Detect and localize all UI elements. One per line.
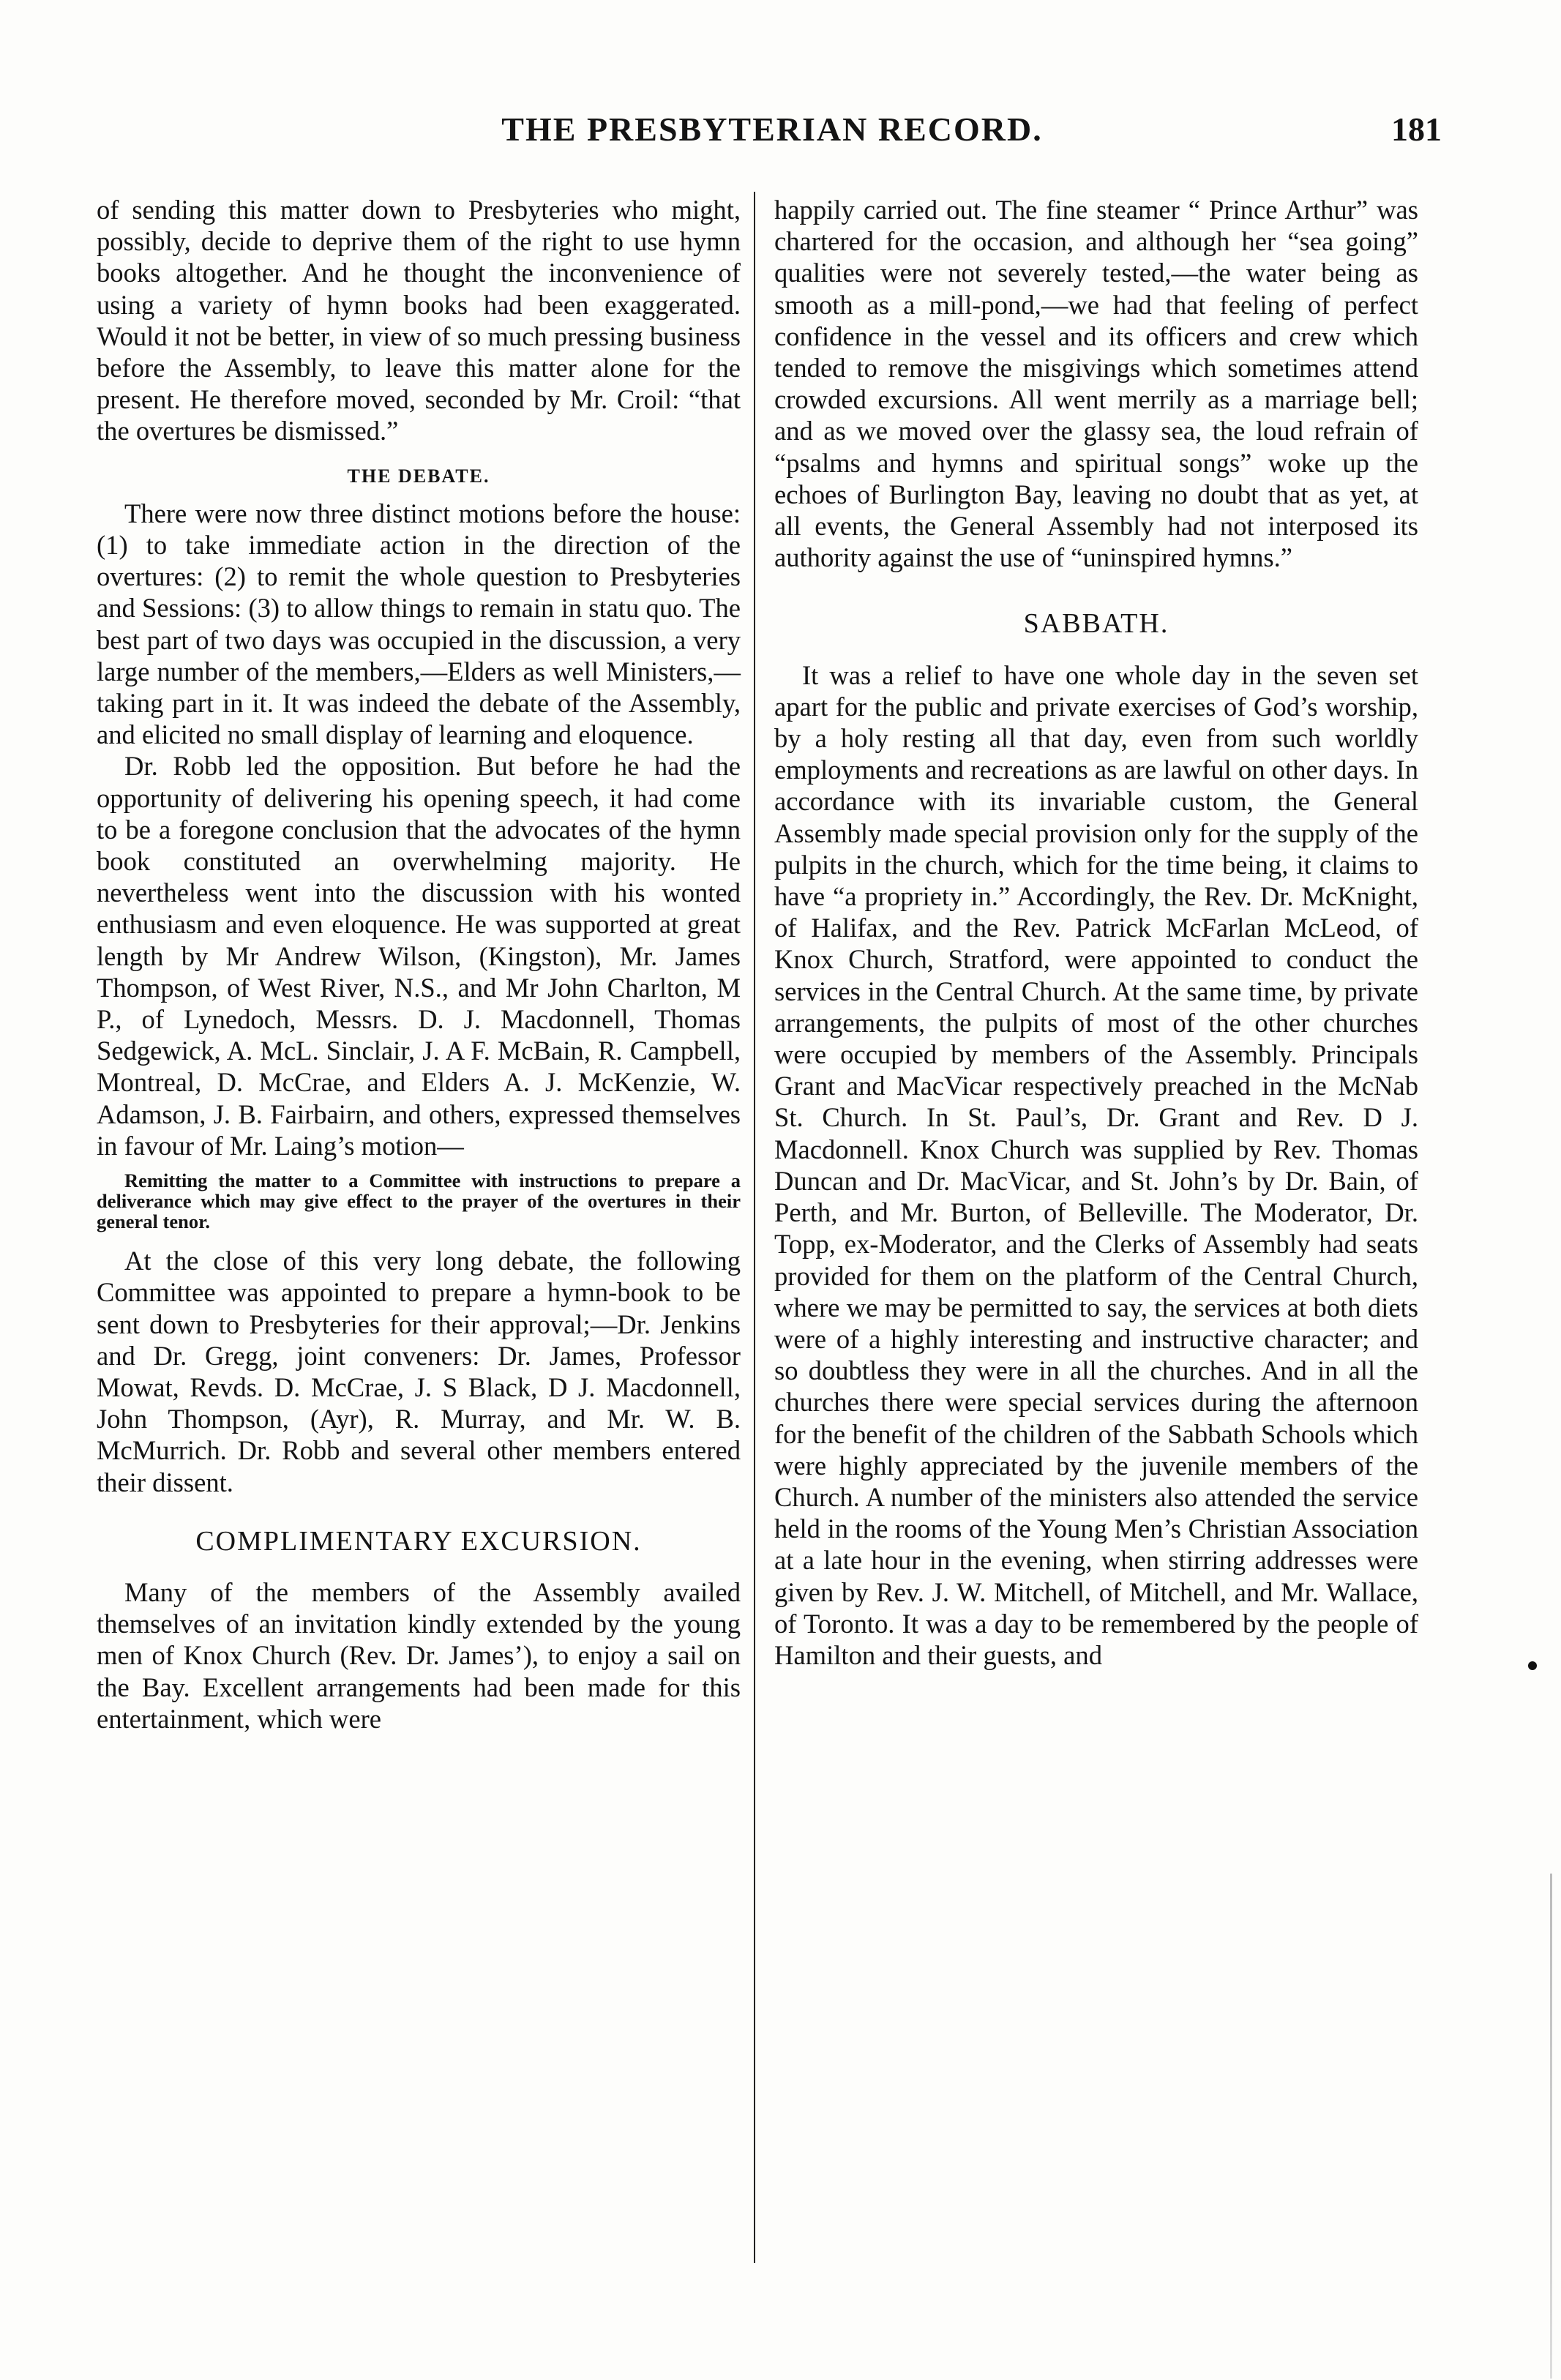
left-paragraph-3: Dr. Robb led the opposition. But before he had the opportunity of delivering his opening speech, it had come to be a foregone conclusion that the advocates of the hymn book constituted an overwhelming majority. He nevertheless went into the discussion with his wonted enthusiasm and even eloquence. He was supported at great length by Mr Andrew Wilson, (Kingston), Mr. James Thompson, of West River, N.S., and Mr John Charlton, M P., of Lynedoch, Messrs. D. J. Macdonnell, Thomas Sedgewick, A. McL. Sinclair, J. A F. McBain, R. Campbell, Montreal, D. McCrae, and Elders A. J. McKenzie, W. Adamson, J. B. Fairbairn, and others, expressed themselves in favour of Mr. Laing’s motion— xyxy=(97,751,741,1161)
right-paragraph-1: happily carried out. The fine steamer “ Prince Arthur” was chartered for the occasion, and although her “sea going” qualities were not severely tested,—the water being as smooth as a mill-pond,—we had that feeling of perfect confidence in the vessel and its officers and crew which tended to remove the misgivings which sometimes attend crowded excursions. All went merrily as a marriage bell; and as we moved over the glassy sea, the loud refrain of “psalms and hymns and spiritual songs” woke up the echoes of Burlington Bay, leaving no doubt that as yet, at all events, the General Assembly had not interposed its authority against the use of “uninspired hymns.” xyxy=(774,195,1418,573)
excursion-heading: COMPLIMENTARY EXCURSION. xyxy=(195,1525,642,1557)
scan-edge-mark xyxy=(1550,1874,1552,2379)
column-divider xyxy=(754,192,755,2263)
running-head: THE PRESBYTERIAN RECORD. xyxy=(501,111,1043,148)
margin-dot xyxy=(1528,1661,1537,1670)
debate-heading: THE DEBATE. xyxy=(347,465,490,487)
left-column xyxy=(97,194,741,1735)
right-column xyxy=(774,194,1418,1671)
page-number: 181 xyxy=(1391,111,1442,148)
sabbath-heading: SABBATH. xyxy=(1023,608,1169,640)
motion-text: Remitting the matter to a Committee with instructions to prepare a deliverance which may give effect to the prayer of the overtures in their general tenor. xyxy=(97,1170,741,1233)
left-paragraph-2: There were now three distinct motions before the house: (1) to take immediate action in the direction of the overtures: (2) to remit the whole question to Presbyteries and Sessions: (3) to allow things to remain in statu quo. The best part of two days was occupied in the discussion, a very large number of the members,—Elders as well Ministers,—taking part in it. It was indeed the debate of the Assembly, and elicited no small display of learning and eloquence. xyxy=(97,498,741,750)
page-header xyxy=(102,102,1442,161)
right-paragraph-2: It was a relief to have one whole day in the seven set apart for the public and private exercises of God’s worship, by a holy resting all that day, even from such worldly employments and recreations as are lawful on other days. In accordance with its invariable custom, the General Assembly made special provision only for the supply of the pulpits in the church, which for the time being, it claims to have “a propriety in.” Accordingly, the Rev. Dr. McKnight, of Halifax, and the Rev. Patrick McFarlan McLeod, of Knox Church, Stratford, were appointed to conduct the services in the Central Church. At the same time, by private arrangements, the pulpits of most of the other churches were occupied by members of the Assembly. Principals Grant and MacVicar respectively preached in the McNab St. Church. In St. Paul’s, Dr. Grant and Rev. D J. Macdonnell. Knox Church was supplied by Rev. Thomas Duncan and Dr. MacVicar, and St. John’s by Dr. Bain, of Perth, and Mr. Burton, of Belleville. The Moderator, Dr. Topp, ex-Moderator, and the Clerks of Assembly had seats provided for them on the platform of the Central Church, where we may be permitted to say, the services at both diets were of a highly interesting and instructive character; and so doubtless they were in all the churches. And in all the churches there were special services during the afternoon for the benefit of the children of the Sabbath Schools which were highly appreciated by the juvenile members of the Church. A number of the ministers also attended the service held in the rooms of the Young Men’s Christian Association at a late hour in the evening, when stirring addresses were given by Rev. J. W. Mitchell, of Mitchell, and Mr. Wallace, of Toronto. It was a day to be remembered by the people of Hamilton and their guests, and xyxy=(774,659,1418,1670)
left-paragraph-5: Many of the members of the Assembly availed themselves of an invitation kindly extended by the young men of Knox Church (Rev. Dr. James’), to enjoy a sail on the Bay. Excellent arrangements had been made for this entertainment, which were xyxy=(97,1576,741,1734)
left-paragraph-1: of sending this matter down to Presbyteries who might, possibly, decide to deprive them of the right to use hymn books altogether. And he thought the inconvenience of using a variety of hymn books had been exaggerated. Would it not be better, in view of so much pressing business before the Assembly, to leave this matter alone for the present. He therefore moved, seconded by Mr. Croil: “that the overtures be dismissed.” xyxy=(97,195,741,446)
left-paragraph-4: At the close of this very long debate, the following Committee was appointed to prepare a hymn-book to be sent down to Presbyteries for their approval;—Dr. Jenkins and Dr. Gregg, joint conveners: Dr. James, Professor Mowat, Revds. D. McCrae, J. S Black, D J. Macdonnell, John Thompson, (Ayr), R. Murray, and Mr. W. B. McMurrich. Dr. Robb and several other members entered their dissent. xyxy=(97,1246,741,1497)
